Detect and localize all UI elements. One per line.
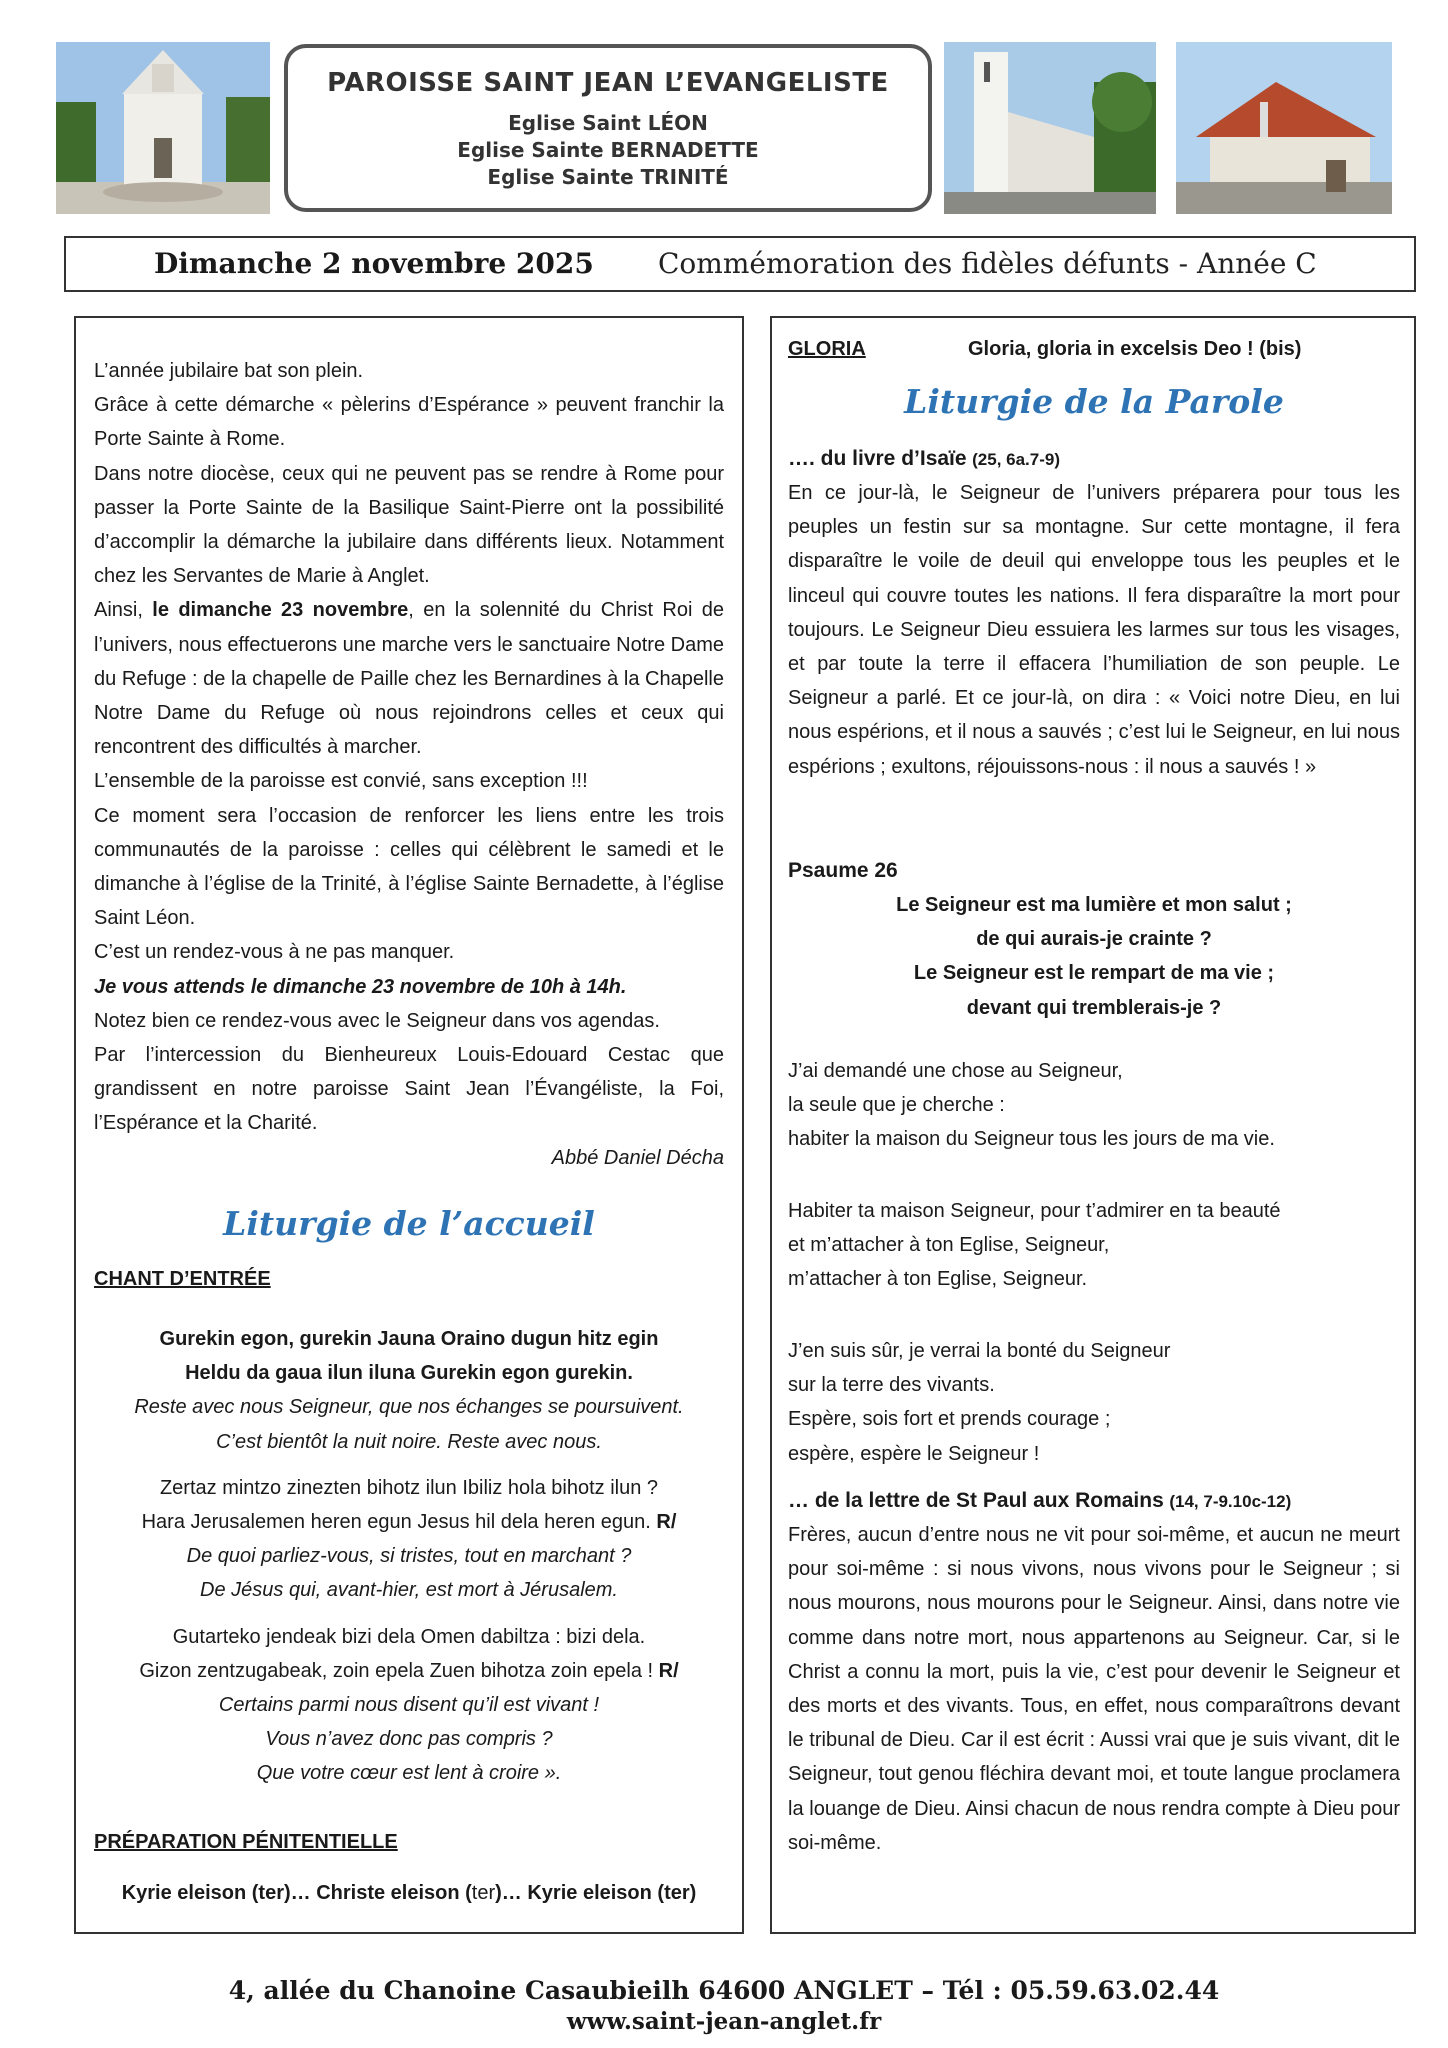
liturgical-occasion: Commémoration des fidèles défunts - Année C [658,247,1317,280]
psalm-refrain-line: devant qui tremblerais-je ? [966,996,1222,1019]
march-date: le dimanche 23 novembre [152,599,409,622]
church-saint-leon: Eglise Saint LÉON [508,111,708,135]
meeting-time: Je vous attends le dimanche 23 novembre de 10h à 14h. [94,975,627,998]
hymn-refrain-line: Gurekin egon, gurekin Jauna Oraino dugun hitz egin [159,1328,659,1350]
psalm-refrain [788,888,1400,1025]
first-reading-title: …. du livre d’Isaïe (25, 6a.7-9) [788,447,1061,470]
psalm-refrain-line: de qui aurais-je crainte ? [976,928,1212,951]
second-reading-title: … de la lettre de St Paul aux Romains (14, 7-9.10c-12) [788,1489,1292,1512]
gloria-label: GLORIA [788,338,866,360]
psalm-refrain-line: Le Seigneur est ma lumière et mon salut ; [896,894,1292,916]
second-reading-text: Frères, aucun d’entre nous ne vit pour soi-même, et aucun ne meurt pour soi-même : si nous vivons, nous vivons pour le Seigneur ; si nous mourons, nous mourons pour le Seigneur. Ainsi, dans notre vie comme dans notre mort, nous appartenons au Seigneur. Car, si le Christ a connu la mort, puis la vie, c’est pour devenir le Seigneur et des morts et des vivants. Tous, en effet, nous comparaîtrons devant le tribunal de Dieu. Car il est écrit : Aussi vrai que je suis vivant, dit le Seigneur, tout genou fléchira devant moi, et toute langue proclamera la louange de Dieu. Ainsi chacun de nous rendra compte à Dieu pour soi-même. [788,1524,1400,1854]
church-sainte-trinite: Eglise Sainte TRINITÉ [487,165,729,189]
communities-paragraph: Ce moment sera l’occasion de renforcer les liens entre les trois communautés de la paroisse : celles qui célèbrent le samedi et le dimanche à l’église de la Trinité, à l’église Sainte Bernadette, à l’église Saint Léon. [94,804,724,930]
hymn-verse-line: Zertaz mintzo zinezten bihotz ilun Ibiliz hola bihotz ilun ? [159,1476,659,1499]
date-bar [64,236,1416,292]
parish-address: 4, allée du Chanoine Casaubieilh 64600 ANGLET – Tél : 05.59.63.02.44 [228,1976,1220,2005]
gloria-text: Gloria, gloria in excelsis Deo ! (bis) [968,338,1302,360]
photo-eglise-saint-leon [56,42,270,214]
march-announcement: Ainsi, le dimanche 23 novembre, en la solennité du Christ Roi de l’univers, nous effectuerons une marche vers le sanctuaire Notre Dame du Refuge : de la chapelle de Paille chez les Bernardines à la Chapelle Notre Dame du Refuge où nous rejoindrons celles et ceux qui rencontrent des difficultés à marcher. [94,599,724,759]
hymn-refrain-translation: C’est bientôt la nuit noire. Reste avec nous. [216,1430,602,1453]
refrain-mark: R/ [658,1659,679,1682]
refrain-mark: R/ [656,1511,677,1534]
intro-line-3: Dans notre diocèse, ceux qui ne peuvent pas se rendre à Rome pour passer la Porte Sainte de la Basilique Saint-Pierre ont la possibilité d’accomplir la démarche la jubilaire dans différents lieux. Notamment chez les Servantes de Marie à Anglet. [94,462,724,588]
signature: Abbé Daniel Décha [551,1146,724,1169]
kyrie-line: Kyrie eleison (ter)… Christe eleison (ter)… Kyrie eleison (ter) [121,1882,697,1904]
first-reading-text: En ce jour-là, le Seigneur de l’univers préparera pour tous les peuples un festin sur sa montagne. Sur cette montagne, il fera disparaître le voile de deuil qui enveloppe tous les peuples et le linceul qui couvre toutes les nations. Il fera disparaître la mort pour toujours. Le Seigneur Dieu essuiera les larmes sur tous les visages, et par toute la terre il effacera l’humiliation de son peuple. Le Seigneur a parlé. Et ce jour-là, on dira : « Voici notre Dieu, en lui nous espérions, et il nous a sauvés ; c’est lui le Seigneur, en lui nous espérions ; exultons, réjouissons-nous : il nous a sauvés ! » [788,482,1400,778]
photo-eglise-sainte-trinite [1176,42,1392,214]
sunday-date: Dimanche 2 novembre 2025 [154,247,594,280]
parish-website[interactable]: www.saint-jean-anglet.fr [566,2008,882,2035]
intro-line-2: Grâce à cette démarche « pèlerins d’Espérance » peuvent franchir la Porte Sainte à Rome. [94,394,724,451]
left-column [74,316,744,1934]
liturgie-accueil-heading: Liturgie de l’accueil [223,1204,595,1243]
right-column [770,316,1416,1934]
hymn-verse-translation: De quoi parliez-vous, si tristes, tout en marchant ? [186,1545,632,1568]
preparation-penitentielle-label: PRÉPARATION PÉNITENTIELLE [94,1831,398,1853]
hymn-verse-translation: Certains parmi nous disent qu’il est vivant ! [218,1694,600,1717]
intro-line-1: L’année jubilaire bat son plein. [94,360,364,382]
note-line: Notez bien ce rendez-vous avec le Seigneur dans vos agendas. [94,1009,660,1032]
hymn-verse-translation: Vous n’avez donc pas compris ? [265,1728,553,1751]
photo-eglise-sainte-bernadette [944,42,1156,214]
entrance-hymn [94,1322,724,1791]
hymn-verse-line: Gizon zentzugabeak, zoin epela Zuen bihotza zoin epela ! R/ [139,1659,679,1682]
hymn-refrain-translation: Reste avec nous Seigneur, que nos échanges se poursuivent. [134,1396,684,1419]
liturgie-parole-heading: Liturgie de la Parole [904,382,1284,421]
rdv-line: C’est un rendez-vous à ne pas manquer. [94,941,455,964]
pastoral-letter [94,354,724,1175]
psalm-refrain-line: Le Seigneur est le rempart de ma vie ; [913,962,1275,985]
parish-title-box [284,44,932,212]
psalm-stanza-2: Habiter ta maison Seigneur, pour t’admirer en ta beauté et m’attacher à ton Eglise, Seigneur, m’attacher à ton Eglise, Seigneur. [788,1200,1281,1291]
invitation-line: L’ensemble de la paroisse est convié, sans exception !!! [94,770,588,793]
hymn-refrain-line: Heldu da gaua ilun iluna Gurekin egon gurekin. [185,1362,633,1385]
church-sainte-bernadette: Eglise Sainte BERNADETTE [457,138,759,162]
hymn-verse-line: Hara Jerusalemen heren egun Jesus hil dela heren egun. R/ [141,1511,677,1534]
parish-name: PAROISSE SAINT JEAN L’EVANGELISTE [327,68,889,98]
hymn-verse-line: Gutarteko jendeak bizi dela Omen dabiltza : bizi dela. [172,1625,646,1648]
psalm-stanza-3: J’en suis sûr, je verrai la bonté du Seigneur sur la terre des vivants. Espère, sois fort et prends courage ; espère, espère le Seigneur ! [788,1340,1171,1465]
intercession-paragraph: Par l’intercession du Bienheureux Louis-Edouard Cestac que grandissent en notre paroisse Saint Jean l’Évangéliste, la Foi, l’Espérance et la Charité. [94,1044,724,1135]
chant-entree-label: CHANT D’ENTRÉE [94,1268,271,1290]
psalm-stanza-1: J’ai demandé une chose au Seigneur, la seule que je cherche : habiter la maison du Seigneur tous les jours de ma vie. [788,1060,1275,1151]
hymn-verse-translation: De Jésus qui, avant-hier, est mort à Jérusalem. [200,1579,618,1602]
church-list [288,110,928,191]
hymn-verse-translation: Que votre cœur est lent à croire ». [256,1762,562,1785]
psalm-title: Psaume 26 [788,859,898,882]
